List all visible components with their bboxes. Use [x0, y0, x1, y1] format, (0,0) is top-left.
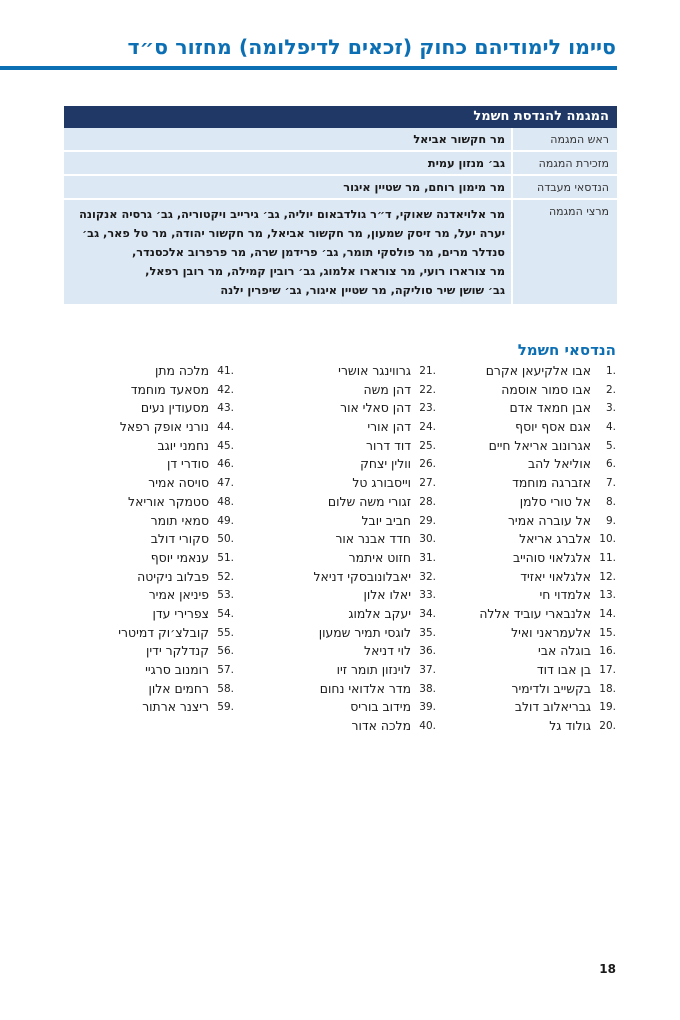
- graduate-name: ענאמי יוסף: [150, 549, 209, 565]
- graduate-list-item: [456, 717, 616, 736]
- graduate-number: 55.: [217, 626, 234, 639]
- graduate-name: חדד אבנר אור: [335, 531, 411, 547]
- section-title: הנדסאי חשמל: [517, 341, 616, 359]
- graduate-number: 34.: [419, 607, 436, 620]
- graduate-list-item: [456, 455, 616, 474]
- graduate-number: 20.: [599, 720, 616, 733]
- graduate-list-item: [456, 399, 616, 418]
- graduate-name: יעקב אלמוג: [348, 605, 411, 621]
- graduate-name: מלכה מתן: [155, 363, 209, 378]
- graduate-name: אלנבארי עוביד אללה: [479, 605, 591, 621]
- graduate-list-item: [456, 381, 616, 400]
- graduate-list-item: [271, 568, 436, 587]
- graduate-list-item: [94, 680, 234, 699]
- graduate-number: 29.: [419, 514, 436, 527]
- graduate-number: 4.: [605, 421, 616, 434]
- graduate-number: 53.: [217, 589, 234, 602]
- graduate-number: 25.: [419, 439, 436, 452]
- committee-row: [64, 152, 617, 176]
- graduate-name: חזוט איתמר: [348, 549, 411, 565]
- committee-value: גב׳ מנזון עמית: [64, 152, 511, 176]
- graduate-name: דהן סאלי אור: [340, 400, 411, 416]
- graduate-name: אבן חמאד אדם: [509, 400, 591, 416]
- graduate-number: 54.: [217, 607, 234, 620]
- graduate-name: אגם אסף יוסף: [515, 419, 591, 435]
- graduate-name: דהן משה: [363, 381, 411, 397]
- graduate-list-item: [94, 455, 234, 474]
- graduate-name: פבלוב ניקיטה: [137, 568, 209, 584]
- graduate-number: 23.: [419, 402, 436, 415]
- committee-role: הנדסאי מעבדה: [511, 176, 617, 200]
- graduate-number: 40.: [419, 720, 436, 733]
- graduate-number: 32.: [419, 570, 436, 583]
- graduate-name: רומנוב סרגיי: [145, 662, 209, 677]
- graduate-list-item: [271, 362, 436, 381]
- graduates-column-1: [456, 362, 616, 736]
- graduate-name: אל עוברה אמיר: [507, 512, 591, 528]
- graduate-name: נורני אופק רפאל: [119, 419, 209, 435]
- graduate-number: 41.: [217, 365, 234, 377]
- graduate-name: רחמים אלון: [148, 680, 209, 696]
- graduate-number: 42.: [217, 383, 234, 396]
- graduate-number: 59.: [217, 701, 234, 714]
- graduate-number: 46.: [217, 458, 234, 471]
- graduate-number: 56.: [217, 645, 234, 658]
- graduate-number: 52.: [217, 570, 234, 583]
- graduate-number: 2.: [605, 383, 616, 396]
- graduate-list-item: [271, 586, 436, 605]
- graduate-name: גבריאלוב דולב: [514, 699, 591, 715]
- graduate-number: 43.: [217, 402, 234, 415]
- graduate-number: 51.: [217, 551, 234, 564]
- graduate-number: 19.: [599, 701, 616, 714]
- graduate-list-item: [456, 586, 616, 605]
- lecturers-line: גב׳ שושן שיר סוליקה, מר שטיין איגור, גב׳ שיפרין ילנה: [220, 284, 505, 297]
- graduate-name: אלמדוי חי: [539, 587, 591, 603]
- graduate-name: מסעודין נעים: [140, 400, 209, 416]
- graduate-name: סודרי דן: [166, 456, 209, 472]
- graduate-list-item: [94, 642, 234, 661]
- graduate-number: 9.: [605, 514, 616, 527]
- graduate-number: 31.: [419, 551, 436, 564]
- graduate-list-item: [271, 437, 436, 456]
- graduate-name: גולוד גל: [549, 718, 591, 734]
- committee-heading: המגמה להנדסת חשמל: [64, 106, 617, 128]
- graduate-name: בן אבו דוד: [536, 662, 591, 677]
- page-title: סיימו לימודיהם כחוק (זכאים לדיפלומה) מחזור ס״ד: [127, 35, 616, 59]
- graduate-list-item: [94, 381, 234, 400]
- graduate-list-item: [271, 605, 436, 624]
- graduates-column-2: [271, 362, 436, 736]
- graduate-list-item: [271, 698, 436, 717]
- graduate-name: ריצנר ארתור: [142, 699, 209, 715]
- graduate-number: 6.: [605, 458, 616, 471]
- graduate-name: סקורי דולב: [150, 531, 209, 547]
- graduate-number: 12.: [599, 570, 616, 583]
- graduate-list-item: [456, 418, 616, 437]
- graduate-list-item: [456, 549, 616, 568]
- committee-row: [64, 176, 617, 200]
- graduate-list-item: [94, 362, 234, 381]
- graduate-name: אבו אלקיעאן אקרם: [485, 363, 591, 378]
- graduate-name: מידוב בוריס: [350, 699, 411, 715]
- graduate-list-item: [456, 698, 616, 717]
- graduate-name: לוי דניאל: [364, 643, 411, 659]
- graduate-list-item: [271, 680, 436, 699]
- graduate-number: 57.: [217, 664, 234, 676]
- graduate-list-item: [94, 661, 234, 680]
- graduate-number: 49.: [217, 514, 234, 527]
- graduate-number: 47.: [217, 477, 234, 490]
- graduate-list-item: [94, 549, 234, 568]
- graduate-name: אבו סמור אוסמה: [501, 381, 591, 397]
- graduate-number: 45.: [217, 439, 234, 452]
- graduate-number: 3.: [605, 402, 616, 415]
- page-number: 18: [599, 962, 616, 976]
- title-divider: [0, 66, 617, 70]
- graduate-list-item: [456, 642, 616, 661]
- graduate-name: יאבלונובסקי דניאל: [313, 568, 411, 584]
- graduate-number: 16.: [599, 645, 616, 658]
- graduate-list-item: [271, 381, 436, 400]
- graduate-number: 50.: [217, 533, 234, 546]
- graduate-list-item: [94, 399, 234, 418]
- committee-row-lecturers: [64, 200, 617, 306]
- committee-table: [64, 106, 617, 306]
- graduate-list-item: [271, 530, 436, 549]
- graduate-name: חביב יובל: [361, 512, 411, 528]
- graduate-name: לוגסי תמיר שמעון: [318, 624, 411, 640]
- committee-header-row: [64, 106, 617, 128]
- graduate-list-item: [271, 493, 436, 512]
- graduate-name: סטמקר אוריאל: [128, 493, 209, 509]
- graduate-name: יאלו אלון: [363, 587, 411, 603]
- graduate-number: 17.: [599, 664, 616, 676]
- graduate-number: 5.: [605, 439, 616, 452]
- graduate-number: 1.: [605, 365, 616, 377]
- lecturers-line: מר צורארו רועי, מר צורארו אלמוג, גב׳ רובין קמילה, מר רובן רפאל,: [145, 265, 505, 278]
- graduate-name: אלברג אריאל: [519, 531, 591, 547]
- graduate-name: אלגלאוי יאזיד: [520, 568, 591, 584]
- graduate-name: אזברגה מוחמד: [512, 475, 591, 491]
- graduate-name: קנדלקר ידין: [146, 643, 209, 659]
- graduate-name: דהן אורי: [367, 419, 411, 435]
- graduate-number: 33.: [419, 589, 436, 602]
- graduate-list-item: [94, 568, 234, 587]
- graduate-number: 11.: [599, 551, 616, 564]
- committee-role: מרצי המגמה: [511, 200, 617, 306]
- graduate-name: וייסבורג טל: [352, 475, 411, 491]
- graduate-list-item: [271, 661, 436, 680]
- graduate-list-item: [456, 362, 616, 381]
- graduate-name: אל טורי סלמן: [519, 493, 591, 509]
- committee-value: מר מימון רוחם, מר שטיין איגור: [64, 176, 511, 200]
- graduate-number: 58.: [217, 682, 234, 695]
- graduate-number: 35.: [419, 626, 436, 639]
- lecturers-line: מר אלויאדנה שאוקי, ד״ר גולדבאום יוליה, גב׳ גירייב ויקטוריה, גב׳ גרסיה אנקונה: [79, 208, 505, 221]
- graduate-name: אגרונוב אריאל חיים: [488, 437, 591, 453]
- graduates-column-3: [94, 362, 234, 717]
- graduate-list-item: [456, 661, 616, 680]
- graduate-name: מדר אלדואי נחום: [319, 680, 411, 696]
- graduate-number: 37.: [419, 664, 436, 676]
- graduate-number: 15.: [599, 626, 616, 639]
- committee-value: מר חקשור אביאל: [64, 128, 511, 152]
- graduate-list-item: [456, 530, 616, 549]
- graduate-list-item: [94, 605, 234, 624]
- lecturers-line: סנדלר מרים, מר פולסקי תומר, גב׳ פרידמן שרה, מר פרפרוב אלכסנדר,: [132, 246, 505, 259]
- graduate-number: 18.: [599, 682, 616, 695]
- graduate-list-item: [271, 624, 436, 643]
- graduate-number: 13.: [599, 589, 616, 602]
- lecturers-list: [64, 200, 511, 306]
- graduate-number: 8.: [605, 495, 616, 508]
- graduate-number: 21.: [419, 365, 436, 377]
- graduate-name: וולין יצחק: [360, 456, 411, 472]
- graduate-name: אוליאל להב: [527, 456, 591, 472]
- graduate-list-item: [456, 512, 616, 531]
- graduate-name: זגורי משה שלום: [327, 493, 411, 509]
- graduate-list-item: [271, 512, 436, 531]
- graduate-list-item: [94, 437, 234, 456]
- graduate-list-item: [456, 605, 616, 624]
- graduate-list-item: [94, 586, 234, 605]
- graduate-name: צפרירי עדן: [152, 605, 209, 621]
- graduate-name: דוד דרור: [366, 437, 411, 453]
- graduate-name: קובלצ׳וק דמיטרי: [118, 624, 209, 640]
- graduate-number: 39.: [419, 701, 436, 714]
- graduate-number: 48.: [217, 495, 234, 508]
- lecturers-line: יערה יעל, מר זיסק שמעון, מר חקשור אביאל, מר חקשור יהודה, מר טל פאר, גב׳: [82, 227, 505, 240]
- graduate-list-item: [456, 437, 616, 456]
- graduate-number: 7.: [605, 477, 616, 490]
- graduate-number: 28.: [419, 495, 436, 508]
- graduate-list-item: [271, 642, 436, 661]
- graduate-list-item: [271, 717, 436, 736]
- graduate-name: סויסה אמיר: [148, 475, 209, 491]
- graduate-list-item: [456, 624, 616, 643]
- graduate-list-item: [94, 530, 234, 549]
- graduate-number: 24.: [419, 421, 436, 434]
- graduate-list-item: [94, 493, 234, 512]
- graduate-list-item: [271, 549, 436, 568]
- graduate-name: אלגלאוי סוהייב: [512, 549, 591, 565]
- graduate-list-item: [456, 493, 616, 512]
- committee-role: ראש המגמה: [511, 128, 617, 152]
- graduate-list-item: [456, 680, 616, 699]
- graduate-name: נחמני יוגב: [157, 437, 209, 453]
- committee-role: מזכירת המגמה: [511, 152, 617, 176]
- graduate-list-item: [94, 698, 234, 717]
- graduate-number: 14.: [599, 607, 616, 620]
- graduate-list-item: [271, 474, 436, 493]
- graduate-list-item: [94, 512, 234, 531]
- graduate-list-item: [456, 474, 616, 493]
- graduate-number: 38.: [419, 682, 436, 695]
- graduate-name: אלעמראני ואיל: [511, 624, 591, 640]
- graduate-name: סמאי תומר: [150, 512, 209, 528]
- graduate-list-item: [271, 418, 436, 437]
- graduate-name: מסאעד מוחמד: [130, 381, 209, 397]
- graduate-number: 36.: [419, 645, 436, 658]
- graduate-number: 44.: [217, 421, 234, 434]
- graduate-number: 26.: [419, 458, 436, 471]
- graduate-name: מלכה אדור: [351, 718, 411, 734]
- committee-row: [64, 128, 617, 152]
- graduate-number: 27.: [419, 477, 436, 490]
- graduate-name: גרווינגר אושרי: [338, 363, 411, 378]
- graduate-list-item: [94, 624, 234, 643]
- graduate-list-item: [94, 418, 234, 437]
- graduate-name: בקשייב ולדימיר: [511, 680, 591, 696]
- graduate-number: 30.: [419, 533, 436, 546]
- graduate-list-item: [271, 399, 436, 418]
- graduate-list-item: [271, 455, 436, 474]
- graduate-name: לוינזון תומר זיו: [336, 662, 411, 677]
- graduate-name: פיניאן אמיר: [148, 587, 209, 603]
- graduate-list-item: [94, 474, 234, 493]
- graduate-list-item: [456, 568, 616, 587]
- graduate-name: בוגלה אבי: [538, 643, 591, 659]
- graduate-number: 10.: [599, 533, 616, 546]
- graduate-number: 22.: [419, 383, 436, 396]
